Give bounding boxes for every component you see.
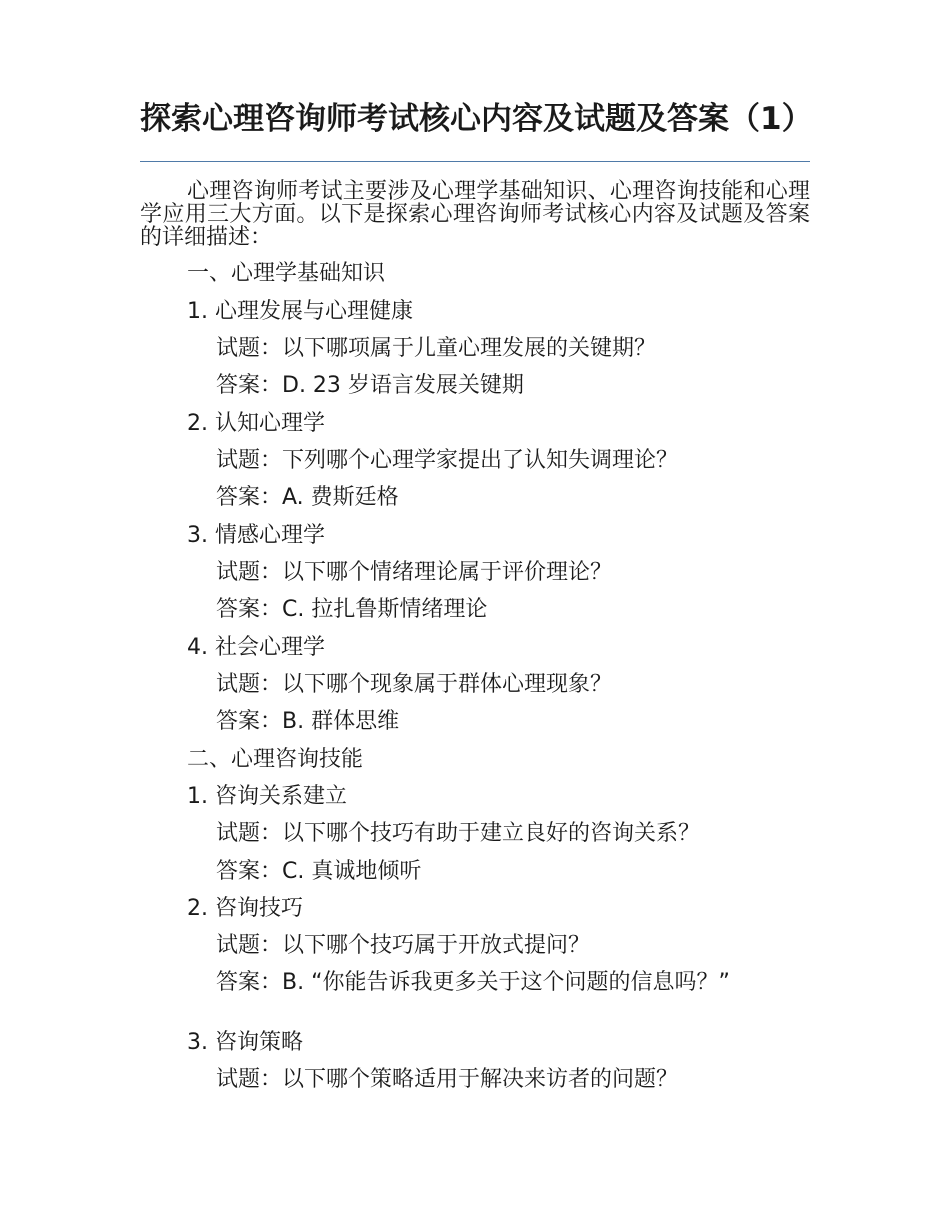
item-label: 4. 社会心理学: [187, 635, 325, 660]
question-text: 试题：以下哪个技巧属于开放式提问？: [216, 933, 591, 958]
question-text: 试题：以下哪项属于儿童心理发展的关键期？: [216, 336, 657, 361]
title-underline: [140, 161, 810, 162]
item-label: 1. 咨询关系建立: [187, 784, 347, 809]
question-text: 试题：以下哪个技巧有助于建立良好的咨询关系？: [216, 821, 701, 846]
item-label: 3. 情感心理学: [187, 523, 325, 548]
item-label: 2. 认知心理学: [187, 411, 325, 436]
answer-text: 答案：B. 群体思维: [216, 709, 400, 734]
question-text: 试题：以下哪个现象属于群体心理现象？: [216, 672, 613, 697]
section-heading: 一、心理学基础知识: [187, 261, 386, 286]
item-label: 3. 咨询策略: [187, 1030, 303, 1055]
intro-paragraph: 心理咨询师考试主要涉及心理学基础知识、心理咨询技能和心理学应用三大方面。以下是探索心理咨询师考试核心内容及试题及答案的详细描述：: [140, 179, 810, 250]
answer-text: 答案：C. 拉扎鲁斯情绪理论: [216, 597, 488, 622]
question-text: 试题：以下哪个情绪理论属于评价理论？: [216, 560, 613, 585]
question-text: 试题：以下哪个策略适用于解决来访者的问题？: [216, 1067, 679, 1092]
answer-text: 答案：C. 真诚地倾听: [216, 859, 422, 884]
answer-text: 答案：B. “你能告诉我更多关于这个问题的信息吗？”: [216, 970, 730, 995]
item-label: 2. 咨询技巧: [187, 896, 303, 921]
answer-text: 答案：D. 23 岁语言发展关键期: [216, 373, 524, 398]
section-heading: 二、心理咨询技能: [187, 747, 364, 772]
document-title: 探索心理咨询师考试核心内容及试题及答案（1）: [140, 101, 813, 137]
answer-text: 答案：A. 费斯廷格: [216, 485, 399, 510]
item-label: 1. 心理发展与心理健康: [187, 299, 413, 324]
question-text: 试题：下列哪个心理学家提出了认知失调理论？: [216, 448, 679, 473]
